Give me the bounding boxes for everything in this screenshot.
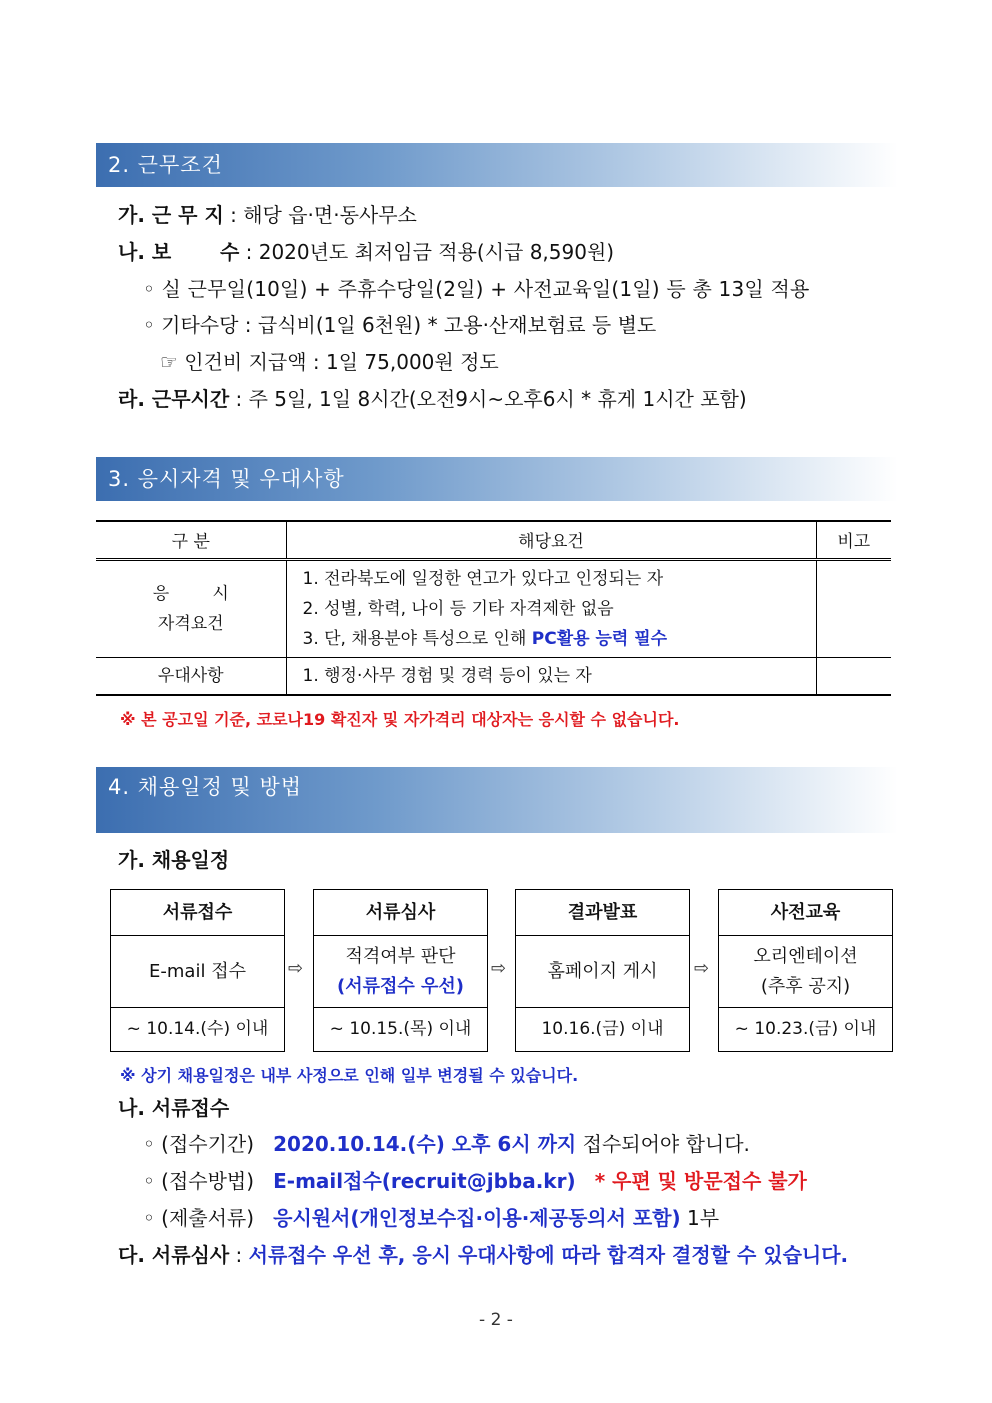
- row-qualification-body: [286, 559, 816, 657]
- requirement-item: 1. 전라북도에 일정한 연고가 있다고 인정되는 자: [302, 568, 664, 589]
- submission-period-label: ◦ (접수기간): [143, 1132, 255, 1156]
- pay-text: : 2020년도 최저임금 적용(시급 8,590원): [239, 240, 615, 264]
- work-location-label: 가. 근 무 지: [118, 203, 224, 227]
- step-body: [516, 936, 689, 1008]
- step-body-text: 오리엔테이션: [753, 945, 858, 967]
- pay: [118, 238, 614, 266]
- submission-method-email: E-mail접수(recruit@jbba.kr): [273, 1169, 576, 1193]
- submission-period-deadline: 2020.10.14.(수) 오후 6시 까지: [273, 1132, 577, 1156]
- qualification-table: [96, 520, 891, 696]
- submission-method-warning: * 우편 및 방문접수 불가: [594, 1169, 807, 1193]
- submission-method: [143, 1167, 807, 1195]
- right-arrow-icon: ⇨: [694, 958, 710, 979]
- submission-subtitle: 나. 서류접수: [118, 1096, 230, 1120]
- work-hours-label: 라. 근무시간: [118, 387, 230, 411]
- step-deadline: ~ 10.23.(금) 이내: [734, 1019, 877, 1039]
- submission-period-rest: 접수되어야 합니다.: [576, 1132, 750, 1156]
- header-category: 구 분: [96, 521, 286, 559]
- header-remarks: 비고: [816, 521, 891, 559]
- requirement-item: [303, 624, 816, 654]
- label-line-1: 응 시: [152, 583, 229, 604]
- schedule-step-4: [718, 889, 893, 1052]
- row-preference-body: 1. 행정·사무 경험 및 경력 등이 있는 자: [286, 657, 816, 695]
- table-header-row: [96, 521, 891, 559]
- step-deadline: ~ 10.15.(목) 이내: [329, 1019, 472, 1039]
- row-qualification-remarks: [816, 559, 891, 657]
- requirement-item-emphasis: PC활용 능력 필수: [531, 628, 668, 649]
- page-number: - 2 -: [479, 1310, 513, 1330]
- table-row: [96, 657, 891, 695]
- right-arrow-icon: ⇨: [491, 958, 507, 979]
- submission-documents-count: 1부: [680, 1206, 720, 1230]
- header-requirements: 해당요건: [286, 521, 816, 559]
- step-body: [314, 936, 487, 1008]
- row-qualification-label: [96, 559, 286, 657]
- pay-item-days: ◦ 실 근무일(10일) + 주휴수당일(2일) + 사전교육일(1일) 등 총 13일 적용: [143, 277, 810, 301]
- pay-item-total: ☞ 인건비 지급액 : 1일 75,000원 정도: [160, 350, 499, 374]
- step-body: [719, 936, 892, 1008]
- step-title: 서류접수: [111, 890, 284, 936]
- work-location-text: : 해당 읍·면·동사무소: [223, 203, 417, 227]
- label-line-2: 자격요건: [157, 613, 224, 634]
- schedule-step-2: [313, 889, 488, 1052]
- submission-documents-label: ◦ (제출서류): [143, 1206, 255, 1230]
- step-body-text: 적격여부 판단: [345, 945, 456, 967]
- schedule-step-1: [110, 889, 285, 1052]
- submission-period: [143, 1130, 750, 1158]
- work-hours-text: : 주 5일, 1일 8시간(오전9시~오후6시 * 휴게 1시간 포함): [229, 387, 747, 411]
- schedule-notice: ※ 상기 채용일정은 내부 사정으로 인해 일부 변경될 수 있습니다.: [120, 1066, 579, 1085]
- section-3-header: [96, 457, 898, 501]
- section-2-header: [96, 143, 898, 187]
- section-3-title: 3. 응시자격 및 우대사항: [108, 467, 345, 491]
- pay-label: 나. 보 수: [118, 240, 240, 264]
- schedule-step-3: [515, 889, 690, 1052]
- document-review-text: 서류접수 우선 후, 응시 우대사항에 따라 합격자 결정할 수 있습니다.: [248, 1243, 849, 1267]
- work-hours: [118, 385, 747, 413]
- document-review: 다. 서류심사 : 서류접수 우선 후, 응시 우대사항에 따라 합격자 결정할 수 있습니다.: [118, 1243, 849, 1267]
- requirement-item-text: 3. 단, 채용분야 특성으로 인해: [302, 628, 532, 649]
- row-preference-label: 우대사항: [96, 657, 286, 695]
- step-body-text: E-mail 접수: [149, 960, 246, 982]
- document-review-label: 다. 서류심사: [118, 1243, 230, 1267]
- step-title: 서류심사: [314, 890, 487, 936]
- table-row: [96, 559, 891, 657]
- requirement-item: 2. 성별, 학력, 나이 등 기타 자격제한 없음: [302, 598, 614, 619]
- step-body-text: 홈페이지 게시: [547, 960, 658, 982]
- row-preference-remarks: [816, 657, 891, 695]
- submission-documents-list: 응시원서(개인정보수집·이용·제공동의서 포함): [273, 1206, 681, 1230]
- right-arrow-icon: ⇨: [288, 958, 304, 979]
- schedule-subtitle: 가. 채용일정: [118, 848, 230, 872]
- section-2-title: 2. 근무조건: [108, 153, 223, 177]
- section-4-header: [96, 767, 898, 833]
- section-4-title: 4. 채용일정 및 방법: [108, 775, 303, 799]
- covid-notice: ※ 본 공고일 기준, 코로나19 확진자 및 자가격리 대상자는 응시할 수 없습니다.: [120, 710, 680, 729]
- step-deadline: ~ 10.14.(수) 이내: [126, 1019, 269, 1039]
- step-body-emphasis: (서류접수 우선): [336, 975, 465, 997]
- submission-documents: [143, 1204, 719, 1232]
- submission-method-label: ◦ (접수방법): [143, 1169, 255, 1193]
- step-title: 결과발표: [516, 890, 689, 936]
- work-location: [118, 201, 417, 229]
- step-body: [111, 936, 284, 1008]
- step-title: 사전교육: [719, 890, 892, 936]
- step-deadline: 10.16.(금) 이내: [541, 1019, 664, 1039]
- pay-item-allowance: ◦ 기타수당 : 급식비(1일 6천원) * 고용·산재보험료 등 별도: [143, 313, 657, 337]
- step-body-subtext: (추후 공지): [760, 975, 851, 997]
